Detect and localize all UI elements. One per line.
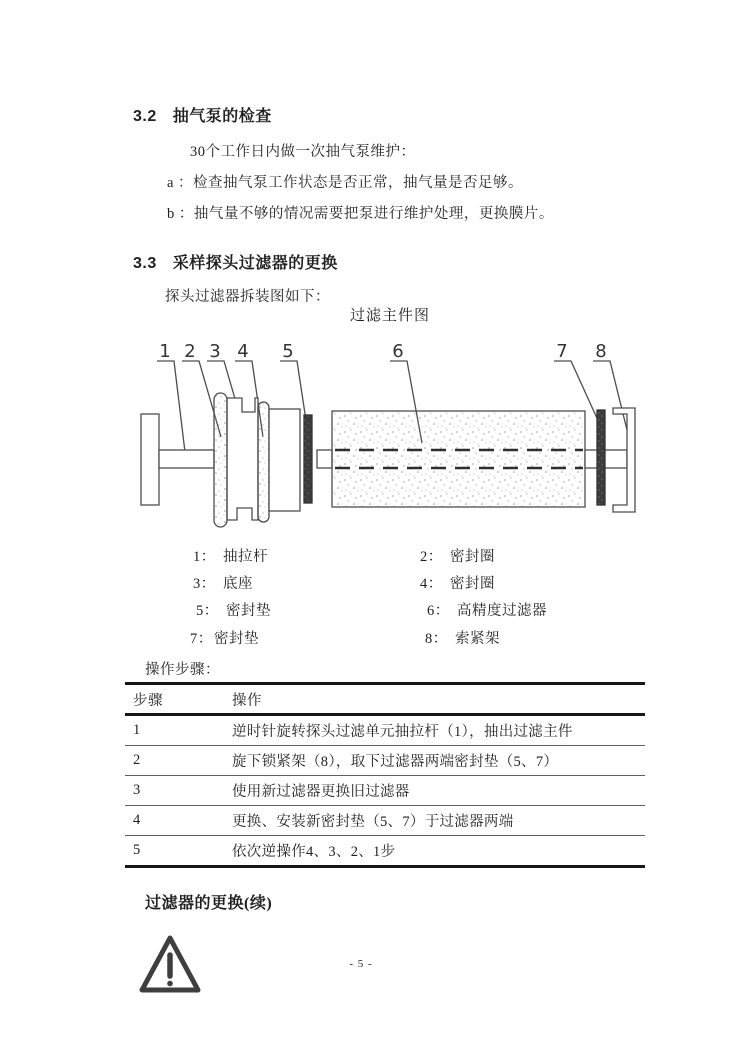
header-action: 操作 <box>231 684 645 715</box>
steps-table <box>125 682 645 868</box>
steps-table-header <box>125 684 645 715</box>
part-7-seal-gasket <box>597 410 605 505</box>
filter-rod-right <box>585 450 627 468</box>
section-3-3-heading <box>133 250 338 273</box>
callout-2: 2 <box>184 341 196 362</box>
legend-num-7: 7： <box>190 631 213 647</box>
action-cell: 依次逆操作4、3、2、1步 <box>232 844 396 860</box>
figure-title: 过滤主件图 <box>349 308 430 324</box>
table-row <box>125 776 645 806</box>
table-header-row <box>125 684 645 715</box>
legend-item-5 <box>196 599 271 620</box>
action-cell: 旋下锁紧架（8），取下过滤器两端密封垫（5、7） <box>231 746 645 776</box>
continuation-heading: 过滤器的更换(续) <box>145 895 273 912</box>
header-step: 步骤 <box>125 684 231 715</box>
callout-labels <box>159 341 606 362</box>
legend-item-2 <box>420 545 495 566</box>
legend-name-3: 底座 <box>223 576 253 592</box>
pump-check-item-a: a ：检查抽气泵工作状态是否正常，抽气量是否足够。 <box>167 175 524 191</box>
section-3-2-number: 3.2 <box>133 108 157 125</box>
legend-name-8: 索紧架 <box>455 631 500 647</box>
table-row <box>125 715 645 746</box>
section-3-2-title: 抽气泵的检查 <box>172 108 272 125</box>
legend-name-1: 抽拉杆 <box>223 549 268 565</box>
legend-item-1 <box>193 545 268 566</box>
legend-item-7 <box>190 627 259 648</box>
legend-item-4 <box>420 572 495 593</box>
part-1-pull-rod-shaft <box>159 450 214 468</box>
part-1-pull-rod-handle <box>141 414 159 505</box>
step-cell: 3 <box>125 776 231 806</box>
part-6-filter-body <box>332 411 585 507</box>
callout-1: 1 <box>159 341 171 362</box>
table-row <box>125 836 645 867</box>
legend-num-5: 5： <box>196 603 219 619</box>
callout-3: 3 <box>209 341 221 362</box>
legend-num-2: 2： <box>420 549 443 565</box>
step-cell: 2 <box>125 746 231 776</box>
filter-replace-intro: 探头过滤器拆装图如下： <box>165 289 330 305</box>
legend-item-3 <box>193 572 253 593</box>
legend-name-7: 密封垫 <box>214 631 259 647</box>
action-cell: 使用新过滤器更换旧过滤器 <box>231 776 645 806</box>
legend-name-5: 密封垫 <box>226 603 271 619</box>
section-3-3-number: 3.3 <box>133 255 157 272</box>
legend-num-3: 3： <box>193 576 216 592</box>
filter-rod-stub <box>317 450 332 468</box>
callout-5: 5 <box>282 341 294 362</box>
legend-num-4: 4： <box>420 576 443 592</box>
part-5-seal-gasket <box>304 415 312 503</box>
part-3-base <box>227 398 258 520</box>
legend-item-8 <box>425 627 500 648</box>
table-row <box>125 806 645 836</box>
callout-4: 4 <box>237 341 249 362</box>
action-cell: 更换、安装新密封垫（5、7）于过滤器两端 <box>231 806 645 836</box>
legend-num-6: 6： <box>427 603 450 619</box>
pump-check-intro: 30个工作日内做一次抽气泵维护： <box>190 144 416 160</box>
legend-num-1: 1： <box>193 549 216 565</box>
part-4-seal-ring <box>258 402 269 522</box>
warning-sign <box>138 933 202 997</box>
part-2-seal-ring <box>214 393 227 527</box>
filter-assembly-drawing <box>135 333 645 545</box>
steps-table-caption: 操作步骤： <box>145 662 220 678</box>
callout-7: 7 <box>556 341 568 362</box>
callout-6: 6 <box>392 341 404 362</box>
callout-8: 8 <box>595 341 607 362</box>
action-cell: 逆时针旋转探头过滤单元抽拉杆（1），抽出过滤主件 <box>231 715 645 746</box>
pump-check-item-b: b ：抽气量不够的情况需要把泵进行维护处理，更换膜片。 <box>167 206 554 222</box>
filter-assembly-diagram <box>135 333 645 545</box>
warning-triangle-icon <box>138 933 202 997</box>
legend-name-2: 密封圈 <box>450 549 495 565</box>
section-3-2-heading <box>133 103 272 126</box>
step-cell: 1 <box>125 715 231 746</box>
page-number: - 5 - <box>349 958 373 970</box>
step-cell: 5 <box>133 842 141 858</box>
legend-name-6: 高精度过滤器 <box>457 603 547 619</box>
base-end-cylinder <box>269 409 300 511</box>
step-cell: 4 <box>125 806 231 836</box>
table-row <box>125 746 645 776</box>
legend-name-4: 密封圈 <box>450 576 495 592</box>
legend-num-8: 8： <box>425 631 448 647</box>
legend-item-6 <box>427 599 547 620</box>
section-3-3-title: 采样探头过滤器的更换 <box>172 255 338 272</box>
